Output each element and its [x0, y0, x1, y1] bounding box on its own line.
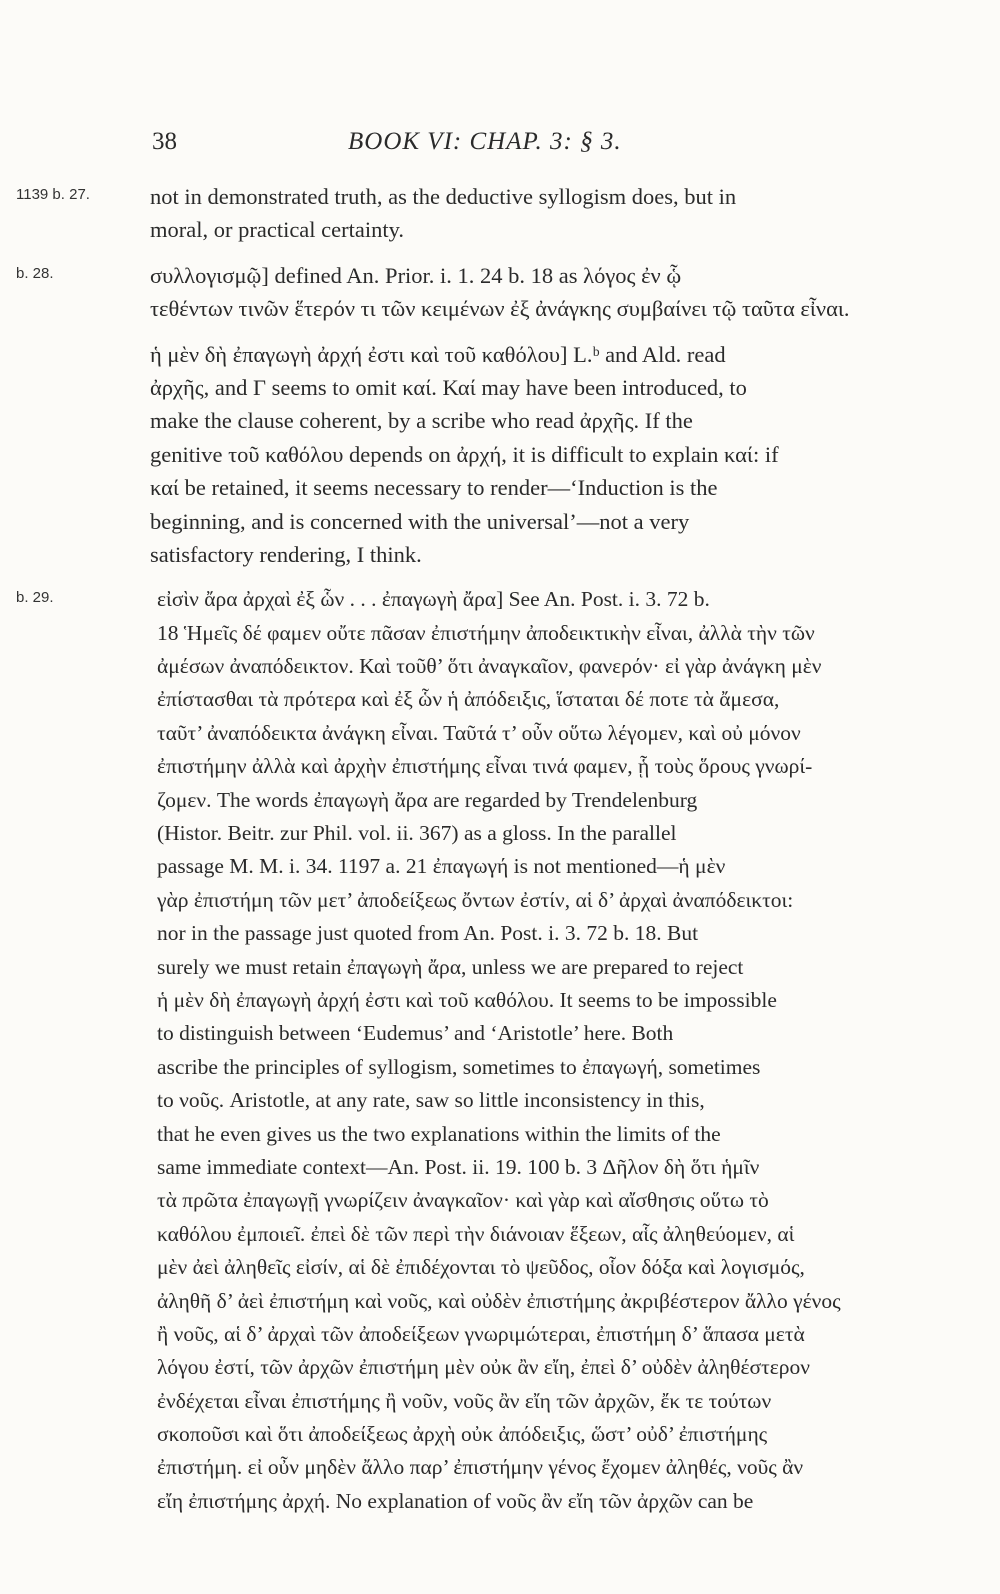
- line-reference: b. 29.: [16, 589, 54, 607]
- text-line: ἀληθῆ δ’ ἀεὶ ἐπιστήμη καὶ νοῦς, καὶ οὐδὲν ἐπιστήμης ἀκριβέστερον ἄλλο γένος: [157, 1288, 841, 1313]
- commentary-note: [0, 259, 1000, 326]
- commentary-body: [0, 180, 1000, 1530]
- text-line: καί be retained, it seems necessary to render—‘Induction is the: [150, 475, 718, 501]
- text-line: ἢ νοῦς, αἱ δ’ ἀρχαὶ τῶν ἀποδείξεων γνωριμώτεραι, ἐπιστήμη δ’ ἅπασα μετὰ: [157, 1321, 805, 1346]
- commentary-note: [0, 583, 1000, 1518]
- text-line: nor in the passage just quoted from An. Post. i. 3. 72 b. 18. But: [157, 921, 699, 946]
- text-line: ascribe the principles of syllogism, sometimes to ἐπαγωγή, sometimes: [157, 1054, 761, 1079]
- text-line: passage M. M. i. 34. 1197 a. 21 ἐπαγωγή is not mentioned—ἡ μὲν: [157, 854, 726, 879]
- text-line: ζομεν. The words ἐπαγωγὴ ἄρα are regarded by Trendelenburg: [157, 787, 698, 812]
- text-line: τὰ πρῶτα ἐπαγωγῇ γνωρίζειν ἀναγκαῖον· καὶ γὰρ καὶ αἴσθησις οὕτω τὸ: [157, 1188, 769, 1213]
- commentary-note: [0, 180, 1000, 247]
- page-header: [0, 128, 1000, 168]
- text-line: εἰσὶν ἄρα ἀρχαὶ ἐξ ὧν . . . ἐπαγωγὴ ἄρα] See An. Post. i. 3. 72 b.: [157, 587, 710, 612]
- text-line: (Histor. Beitr. zur Phil. vol. ii. 367) as a gloss. In the parallel: [157, 821, 677, 846]
- text-line: ἐπιστήμη. εἰ οὖν μηδὲν ἄλλο παρ’ ἐπιστήμην γένος ἔχομεν ἀληθές, νοῦς ἂν: [157, 1455, 804, 1480]
- text-line: 18 Ἡμεῖς δέ φαμεν οὔτε πᾶσαν ἐπιστήμην ἀποδεικτικὴν εἶναι, ἀλλὰ τὴν τῶν: [157, 620, 815, 645]
- text-line: moral, or practical certainty.: [150, 217, 405, 243]
- text-line: make the clause coherent, by a scribe who read ἀρχῆς. If the: [150, 408, 693, 434]
- text-line: ἐνδέχεται εἶναι ἐπιστήμης ἢ νοῦν, νοῦς ἂν εἴη τῶν ἀρχῶν, ἔκ τε τούτων: [157, 1388, 772, 1413]
- line-reference: 1139 b. 27.: [16, 186, 90, 203]
- text-line: γὰρ ἐπιστήμη τῶν μετ’ ἀποδείξεως ὄντων ἐστίν, αἱ δ’ ἀρχαὶ ἀναπόδεικτοι:: [157, 887, 794, 912]
- text-line: εἴη ἐπιστήμης ἀρχή. No explanation of νοῦς ἂν εἴη τῶν ἀρχῶν can be: [157, 1488, 754, 1513]
- line-reference: b. 28.: [16, 264, 54, 282]
- text-line: ἐπίστασθαι τὰ πρότερα καὶ ἐξ ὧν ἡ ἀπόδειξις, ἵσταται δέ ποτε τὰ ἄμεσα,: [157, 687, 780, 712]
- text-line: that he even gives us the two explanations within the limits of the: [157, 1121, 721, 1146]
- running-title: BOOK VI: CHAP. 3: § 3.: [348, 128, 622, 155]
- text-line: satisfactory rendering, I think.: [150, 541, 422, 567]
- text-line: to distinguish between ‘Eudemus’ and ‘Aristotle’ here. Both: [157, 1021, 674, 1046]
- text-line: μὲν ἀεὶ ἀληθεῖς εἰσίν, αἱ δὲ ἐπιδέχονται τὸ ψεῦδος, οἷον δόξα καὶ λογισμός,: [157, 1255, 805, 1280]
- text-line: not in demonstrated truth, as the deductive syllogism does, but in: [150, 184, 737, 209]
- commentary-note: [0, 338, 1000, 572]
- text-line: genitive τοῦ καθόλου depends on ἀρχή, it is difficult to explain καί: if: [150, 441, 779, 467]
- text-line: to νοῦς. Aristotle, at any rate, saw so little inconsistency in this,: [157, 1088, 705, 1113]
- text-line: surely we must retain ἐπαγωγὴ ἄρα, unless we are prepared to reject: [157, 954, 744, 979]
- text-line: ἐπιστήμην ἀλλὰ καὶ ἀρχὴν ἐπιστήμης εἶναι τινά φαμεν, ᾗ τοὺς ὅρους γνωρί-: [157, 754, 813, 779]
- text-line: same immediate context—An. Post. ii. 19. 100 b. 3 Δῆλον δὴ ὅτι ἡμῖν: [157, 1154, 760, 1179]
- text-line: λόγου ἐστί, τῶν ἀρχῶν ἐπιστήμη μὲν οὐκ ἂν εἴη, ἐπεὶ δ’ οὐδὲν ἀληθέστερον: [157, 1355, 810, 1380]
- text-line: σκοποῦσι καὶ ὅτι ἀποδείξεως ἀρχὴ οὐκ ἀπόδειξις, ὥστ’ οὐδ’ ἐπιστήμης: [157, 1422, 768, 1447]
- text-line: καθόλου ἐμποιεῖ. ἐπεὶ δὲ τῶν περὶ τὴν διάνοιαν ἕξεων, αἷς ἀληθεύομεν, αἱ: [157, 1221, 795, 1246]
- text-line: ἀμέσων ἀναπόδεικτον. Καὶ τοῦθ’ ὅτι ἀναγκαῖον, φανερόν· εἰ γὰρ ἀνάγκη μὲν: [157, 654, 822, 679]
- text-line: τεθέντων τινῶν ἕτερόν τι τῶν κειμένων ἐξ ἀνάγκης συμβαίνει τῷ ταῦτα εἶναι.: [150, 296, 850, 322]
- text-line: ἡ μὲν δὴ ἐπαγωγὴ ἀρχή ἐστι καὶ τοῦ καθόλου] L.ᵇ and Ald. read: [150, 341, 726, 367]
- text-line: ἀρχῆς, and Γ seems to omit καί. Καί may have been introduced, to: [150, 374, 747, 400]
- text-line: συλλογισμῷ] defined An. Prior. i. 1. 24 b. 18 as λόγος ἐν ᾧ: [150, 262, 682, 288]
- text-line: beginning, and is concerned with the universal’—not a very: [150, 508, 690, 534]
- page-number: 38: [152, 128, 177, 155]
- text-line: ἡ μὲν δὴ ἐπαγωγὴ ἀρχή ἐστι καὶ τοῦ καθόλου. It seems to be impossible: [157, 987, 777, 1012]
- text-line: ταῦτ’ ἀναπόδεικτα ἀνάγκη εἶναι. Ταῦτά τ’ οὖν οὕτω λέγομεν, καὶ οὐ μόνον: [157, 720, 801, 745]
